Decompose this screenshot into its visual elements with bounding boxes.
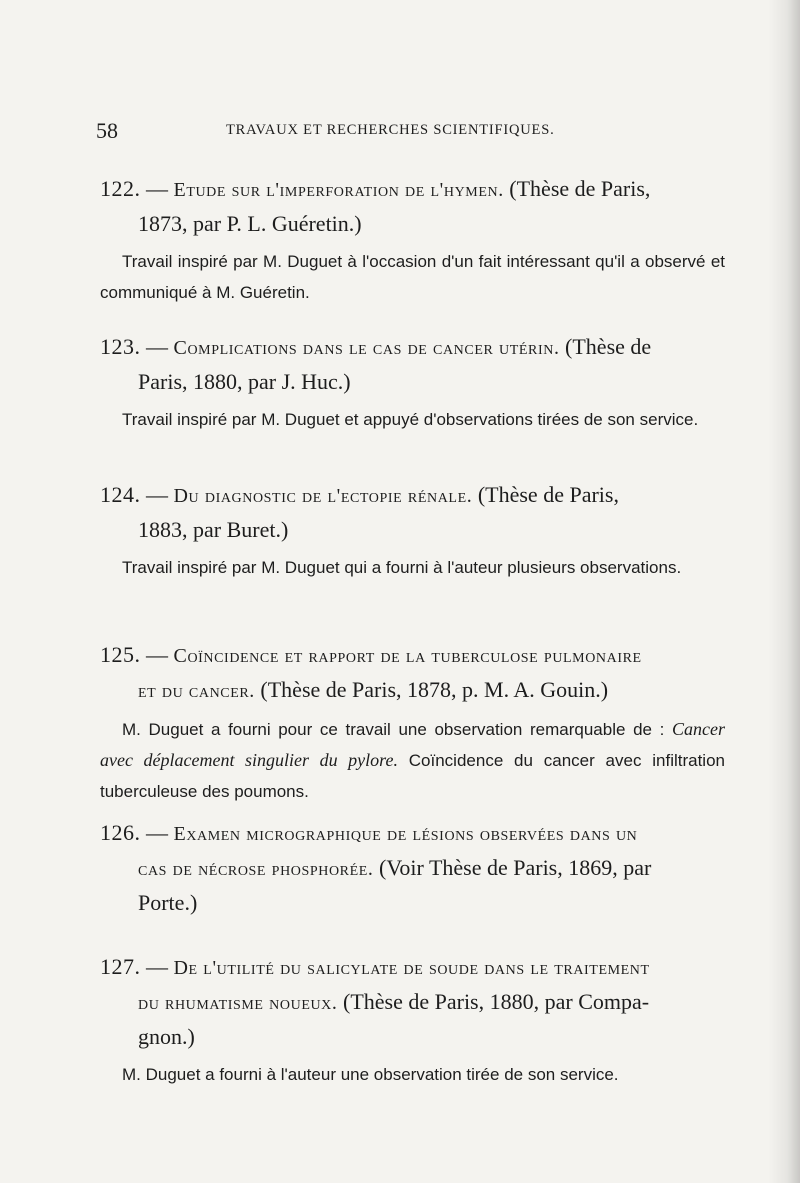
entry-body: Travail inspiré par M. Duguet à l'occasion d'un fait intéressant qu'il a observé et communiqué à M. Guéretin.	[100, 252, 725, 302]
entry-number: 127.	[100, 954, 141, 979]
entry-title-cont: et du cancer.	[138, 680, 255, 702]
entry-number: 125.	[100, 642, 141, 667]
entry-number: 122.	[100, 176, 141, 201]
entry-citation-cont: gnon.)	[138, 1024, 195, 1049]
entry-heading: 125. — Coïncidence et rapport de la tuberculose pulmonaire	[100, 642, 642, 667]
entry-heading: 127. — De l'utilité du salicylate de soude dans le traitement	[100, 954, 650, 979]
entry-heading: 122. — Etude sur l'imperforation de l'hymen. (Thèse de Paris,	[100, 176, 651, 201]
entry-title: Etude sur l'imperforation de l'hymen.	[173, 179, 504, 201]
page-header	[96, 118, 586, 142]
entry-citation-cont: Paris, 1880, par J. Huc.)	[138, 369, 351, 394]
entry-124	[100, 478, 725, 583]
entry-citation: (Thèse de Paris,	[477, 482, 619, 507]
entry-heading-cont	[100, 851, 725, 886]
entry-body: Travail inspiré par M. Duguet et appuyé d'observations tirées de son service.	[122, 410, 699, 429]
entry-title-cont: cas de nécrose phosphorée.	[138, 858, 374, 880]
entry-citation-cont: 1873, par P. L. Guéretin.)	[138, 211, 362, 236]
entry-title: De l'utilité du salicylate de soude dans le traitement	[173, 957, 650, 979]
entry-citation: (Thèse de Paris,	[509, 176, 651, 201]
entry-citation: (Thèse de Paris, 1878, p. M. A. Gouin.)	[260, 677, 609, 702]
entry-number: 123.	[100, 334, 141, 359]
entry-title: Du diagnostic de l'ectopie rénale.	[173, 485, 473, 507]
entry-125	[100, 638, 725, 807]
entry-body: Travail inspiré par M. Duguet qui a fourni à l'auteur plusieurs observations.	[122, 558, 682, 577]
entry-122	[100, 172, 725, 308]
entry-heading-cont	[100, 673, 725, 708]
entry-127	[100, 950, 725, 1090]
entry-126	[100, 816, 725, 919]
entry-number: 124.	[100, 482, 141, 507]
entry-citation: (Voir Thèse de Paris, 1869, par	[379, 855, 652, 880]
running-title: TRAVAUX ET RECHERCHES SCIENTIFIQUES.	[226, 122, 555, 138]
page-edge-shadow	[768, 0, 800, 1183]
entry-citation: (Thèse de Paris, 1880, par Compa-	[343, 989, 650, 1014]
entry-123	[100, 330, 725, 435]
entry-heading: 126. — Examen micrographique de lésions observées dans un	[100, 820, 638, 845]
entry-body-italic: Cancer avec déplacement singulier du pylore.	[100, 719, 725, 770]
entry-body: M. Duguet a fourni pour ce travail une observation remarquable de : Cancer avec déplacement singulier du pylore. Coïncidence du cancer avec infiltration tuberculeuse des poumons.	[100, 719, 725, 801]
entry-body: M. Duguet a fourni à l'auteur une observation tirée de son service.	[122, 1065, 619, 1084]
entry-heading-cont	[100, 985, 725, 1020]
entry-citation-cont: 1883, par Buret.)	[138, 517, 289, 542]
entry-heading: 124. — Du diagnostic de l'ectopie rénale. (Thèse de Paris,	[100, 482, 619, 507]
entry-citation: (Thèse de	[565, 334, 652, 359]
entry-citation-cont: Porte.)	[138, 890, 198, 915]
entry-number: 126.	[100, 820, 141, 845]
entry-title: Examen micrographique de lésions observées dans un	[173, 823, 638, 845]
entry-title: Coïncidence et rapport de la tuberculose pulmonaire	[173, 645, 642, 667]
entry-title: Complications dans le cas de cancer utérin.	[173, 337, 560, 359]
entry-heading: 123. — Complications dans le cas de cancer utérin. (Thèse de	[100, 334, 652, 359]
page-number: 58	[96, 118, 118, 143]
entry-title-cont: du rhumatisme noueux.	[138, 992, 338, 1014]
